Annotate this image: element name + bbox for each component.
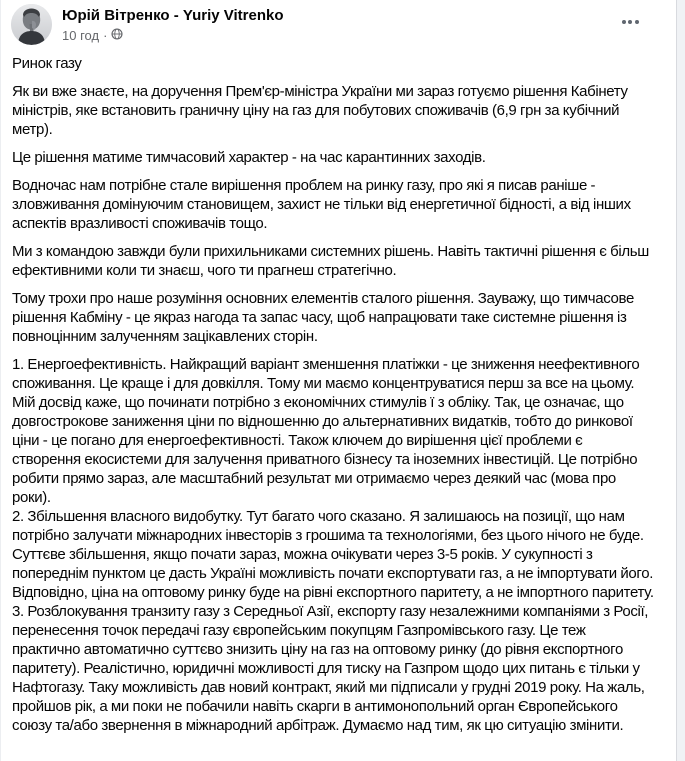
globe-public-icon: [111, 28, 123, 44]
post-paragraph: Ми з командою завжди були прихильниками системних рішень. Навіть тактичні рішення є більш ефективними коли ти знаєш, чого ти прагнеш стратегічно.: [12, 243, 649, 279]
three-dots-icon: [622, 20, 626, 24]
avatar[interactable]: [11, 4, 52, 45]
author-name-link[interactable]: Юрій Вітренко - Yuriy Vitrenko: [62, 7, 284, 24]
numbered-list-block: [12, 355, 654, 735]
numbered-item-2: 2. Збільшення власного видобутку. Тут багато чого сказано. Я залишаюсь на позиції, що нам потрібно залучати міжнародних інвесторів з грошима та технологіями, без цього нічого не буде. Суттєве збільшення, якщо почати зараз, можна очікувати через 3-5 років. У сукупності з попереднім пунктом це дасть Україні можливість почати експортувати газ, а не імпортувати його. Відповідно, ціна на оптовому ринку буде на рівні експортного паритету, а не імпортного паритету.: [12, 508, 654, 601]
numbered-item-1: 1. Енергоефективність. Найкращий варіант зменшення платіжки - це зниження неефективного споживання. Це краще і для довкілля. Тому ми маємо концентруватися перш за все на цьому. Мій досвід каже, що починати потрібно з економічних стимулів ї з обліку. Так, це означає, що довгострокове заниження ціни по відношенню до альтернативних видатків, тобто до ринкової ціни - це погано для енергоефективності. Також ключем до вирішення цієї проблеми є створення екосистеми для залучення приватного бізнесу та іноземних інвестицій. Це потрібно робити прямо зараз, але масштабний результат ми отримаємо через деякий час (мова про роки).: [12, 356, 640, 506]
timestamp-link[interactable]: 10 год: [62, 28, 100, 43]
post-body-text: [1, 45, 676, 735]
meta-separator: ·: [103, 28, 108, 43]
post-options-button[interactable]: [614, 10, 646, 34]
post-paragraph: Ринок газу: [12, 55, 82, 72]
page-right-gutter: [677, 0, 685, 761]
post-paragraph: Це рішення матиме тимчасовий характер - на час карантинних заходів.: [12, 149, 486, 166]
post-paragraph: Водночас нам потрібне стале вирішення проблем на ринку газу, про які я писав раніше - зловживання домінуючим становищем, захист не тільки від енергетичної бідності, а від інших аспектів вразливості споживачів тощо.: [12, 177, 631, 232]
post-header-text: [62, 4, 614, 44]
numbered-item-3: 3. Розблокування транзиту газу з Середньої Азії, експорту газу незалежними компаніями з Росії, перенесення точок передачі газу європейським покупцям Газпромівського газу. Це теж практично автоматично суттєво знизить ціну на газ на оптовому ринку (до рівня експортного паритету). Реалістично, юридичні можливості для тиску на Газпром щодо цих питань є тільки у Нафтогазу. Таку можливість дав новий контракт, який ми підписали у грудні 2019 року. На жаль, пройшов рік, а ми поки не побачили навіть скарги в антимонопольний орган Європейського союзу та/або звернення в міжнародний арбітраж. Думаємо над тим, як цю ситуацію змінити.: [12, 603, 649, 734]
avatar-portrait-image: [11, 4, 52, 45]
post-meta-row: [62, 28, 614, 44]
post-paragraph: Тому трохи про наше розуміння основних елементів сталого рішення. Зауважу, що тимчасове рішення Кабміну - це якраз нагода та запас часу, щоб напрацювати таке системне рішення із повноцінним залученням зацікавлених сторін.: [12, 290, 634, 345]
post-header: [1, 0, 676, 45]
post-paragraph: Як ви вже знаєте, на доручення Прем'єр-міністра України ми зараз готуємо рішення Кабінету міністрів, яке встановить граничну ціну на газ для побутових споживачів (6,9 грн за кубічний метр).: [12, 83, 628, 138]
